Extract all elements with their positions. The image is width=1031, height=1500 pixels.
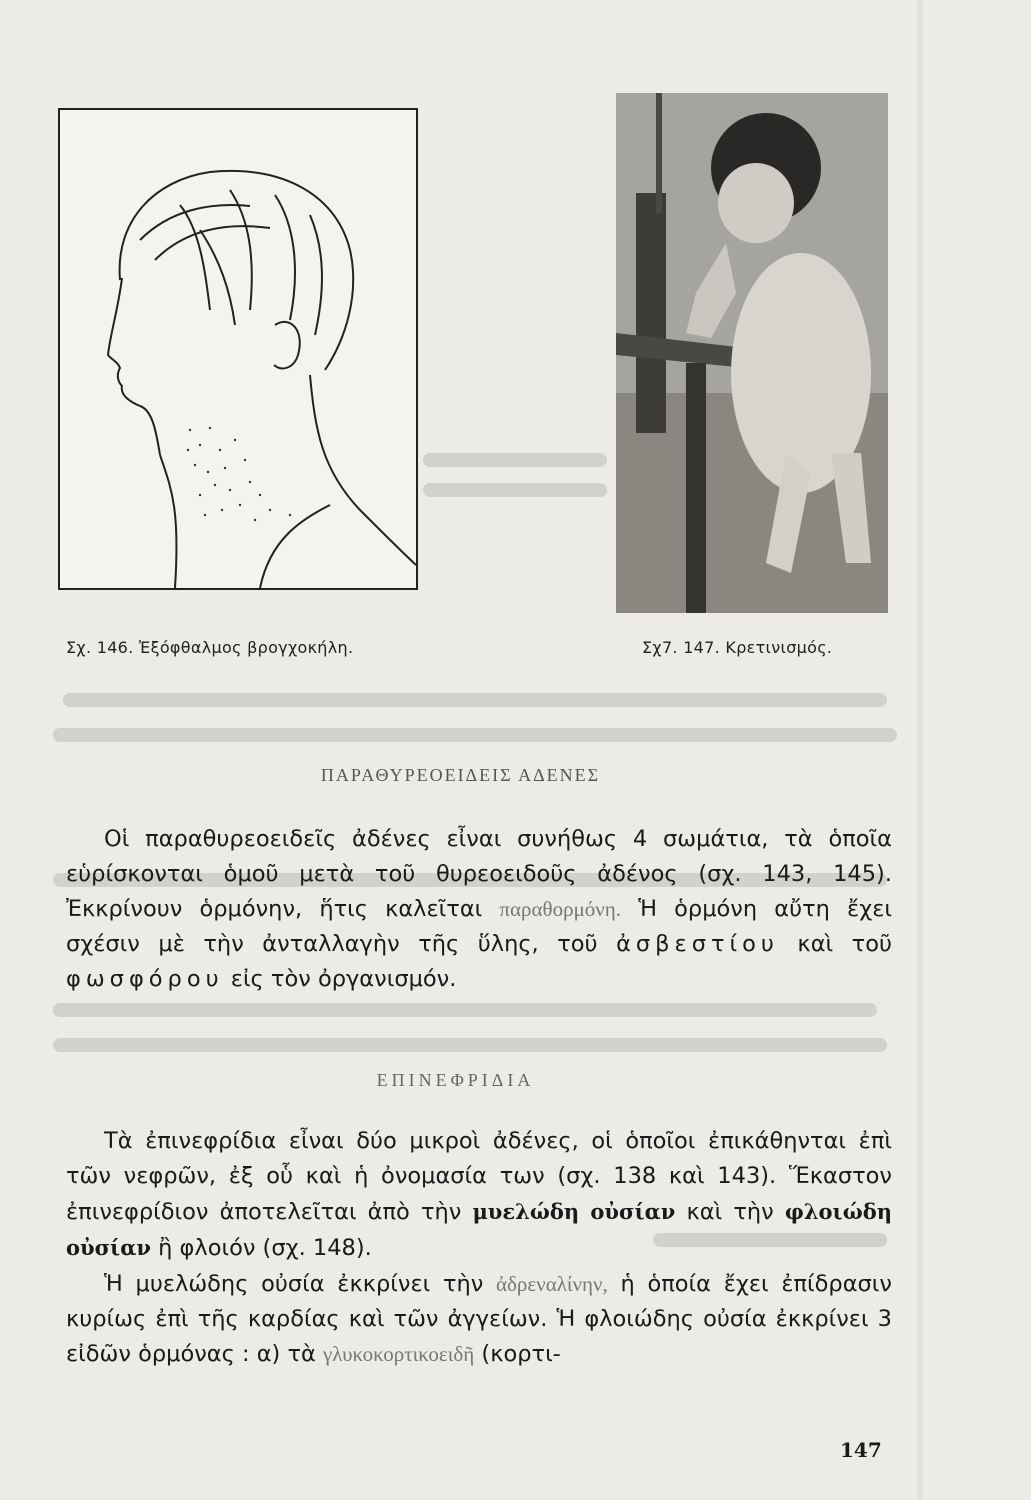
figure-146-caption: Σχ. 146. Ἐξόφθαλμος βρογχοκήλη. — [66, 638, 354, 657]
text-run: Τὰ ἐπινεφρίδια εἶναι δύο μικροὶ ἀδένες, οἱ ὁποῖοι ἐπικάθηνται ἐπὶ τῶν νεφρῶν, ἐξ οὗ καὶ ἡ ὀνομασία των (σχ. 138 καὶ 143). Ἕκαστον ἐπινεφρίδιον ἀποτελεῖται ἀπὸ τὴν — [66, 1128, 892, 1225]
section-heading-adrenals: ΕΠΙΝΕΦΡΙΔΙΑ — [376, 1070, 535, 1090]
child-photograph-illustration — [616, 93, 888, 613]
text-run: εἰς τὸν ὀργανισμόν. — [223, 966, 457, 992]
section-heading-parathyroid: ΠΑΡΑΘΥΡΕΟΕΙΔΕΙΣ ΑΔΕΝΕΣ — [320, 765, 601, 785]
text-run: Ἡ ὁρμόνη αὔτη ἔχει σχέσιν μὲ τὴν ἀνταλλαγὴν τῆς ὕλης, τοῦ — [66, 896, 892, 957]
term-glucocorticoids: γλυκοκορτικοειδῆ — [323, 1342, 475, 1366]
bold-term-cortex: φλοιώδη οὐσίαν — [66, 1199, 892, 1260]
text-run: Ἡ μυελώδης οὐσία ἐκκρίνει τὴν — [104, 1271, 497, 1297]
text-run: καὶ τοῦ — [778, 931, 892, 957]
text-run: (κορτι- — [474, 1341, 561, 1367]
figure-147-photo — [616, 93, 888, 613]
figure-146-drawing — [58, 108, 418, 590]
paragraph-parathyroid — [66, 822, 892, 997]
profile-drawing-illustration — [60, 110, 416, 588]
paragraph-adrenals-intro — [66, 1124, 892, 1266]
spaced-term-phosphorus: φωσφόρου — [66, 966, 224, 992]
page-number: 147 — [840, 1438, 882, 1462]
figure-147-caption: Σχ7. 147. Κρετινισμός. — [642, 638, 833, 657]
paragraph-adrenal-hormones — [66, 1267, 892, 1372]
text-run: ἡ ὁποία ἔχει ἐπίδρασιν κυρίως ἐπὶ τῆς καρδίας καὶ τῶν ἀγγείων. Ἡ φλοιώδης οὐσία ἐκκρίνει 3 εἰδῶν ὁρμόνας : α) τὰ — [66, 1271, 892, 1367]
spaced-term-calcium: ἀσβεστίου — [616, 931, 779, 957]
text-run: ἢ φλοιόν (σχ. 148). — [150, 1235, 372, 1261]
text-run: καὶ τὴν — [675, 1199, 785, 1225]
term-adrenaline: ἀδρεναλίνην, — [496, 1272, 608, 1296]
term-parathormone: παραθορμόνη. — [499, 897, 622, 921]
bold-term-medulla: μυελώδη οὐσίαν — [472, 1199, 676, 1224]
text-run: Οἱ παραθυρεοειδεῖς ἀδένες εἶναι συνήθως 4 σωμάτια, τὰ ὁποῖα εὑρίσκονται ὁμοῦ μετὰ τοῦ θυρεοειδοῦς ἀδένος (σχ. 143, 145). Ἐκκρίνουν ὁρμόνην, ἥτις καλεῖται — [66, 826, 892, 922]
